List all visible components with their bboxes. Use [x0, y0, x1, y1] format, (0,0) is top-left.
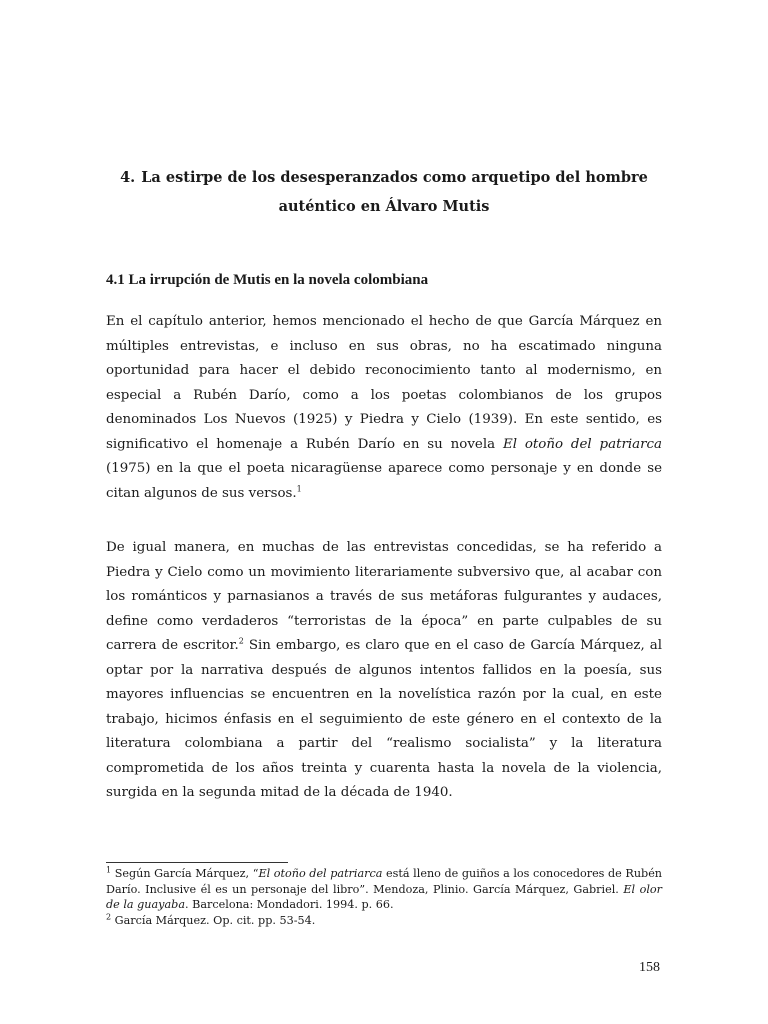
- footnote-2-marker: 2: [106, 912, 112, 922]
- chapter-title: [100, 163, 668, 221]
- chapter-title-text-1: La estirpe de los desesperanzados como arquetipo del hombre: [141, 169, 648, 186]
- footnote-1-book-title: El otoño del patriarca: [258, 867, 383, 880]
- body-paragraph-1: [106, 310, 662, 506]
- footnote-1-text-b: está lleno de guiños a los conocedores de Rubén Darío. Inclusive él es un personaje del libro”. Mendoza, Plinio. García Márquez, Gabriel.: [106, 867, 663, 896]
- paragraph-1-book-title: El otoño del patriarca: [502, 436, 662, 452]
- body-paragraph-2: [106, 536, 662, 806]
- chapter-number: 4.: [120, 169, 136, 186]
- footnote-separator: [106, 862, 288, 863]
- footnote-1: [106, 866, 662, 913]
- footnote-2: [106, 913, 662, 929]
- footnote-1-cited-work: El olor de la guayaba: [106, 882, 663, 912]
- paragraph-2-text-b: Sin embargo, es claro que en el caso de García Márquez, al optar por la narrativa después de algunos intentos fallidos en la poesía, sus mayores influencias se encuentren en la novelística razón por la cual, en este trabajo, hicimos énfasis en el seguimiento de este género en el contexto de la literatura colombiana a partir del “realismo socialista” y la literatura comprometida de los años treinta y cuarenta hasta la novela de la violencia, surgida en la segunda mitad de la década de 1940.: [106, 638, 662, 800]
- page-number: 158: [639, 960, 660, 975]
- footnote-1-text-a: Según García Márquez, “: [111, 867, 259, 880]
- paragraph-1-text-a: En el capítulo anterior, hemos mencionado el hecho de que García Márquez en múltiples entrevistas, e incluso en sus obras, no ha escatimado ninguna oportunidad para hacer el debido reconocimiento tanto al modernismo, en especial a Rubén Darío, como a los poetas colombianos de los grupos denominados Los Nuevos (1925) y Piedra y Cielo (1939). En este sentido, es significativo el homenaje a Rubén Darío en su novela: [106, 314, 662, 452]
- paragraph-2-text-a: De igual manera, en muchas de las entrevistas concedidas, se ha referido a Piedra y Cielo como un movimiento literariamente subversivo que, al acabar con los románticos y parnasianos a través de sus metáforas fulgurantes y audaces, define como verdaderos “terroristas de la época” en parte culpables de su carrera de escritor.: [106, 540, 662, 653]
- footnote-reference-1[interactable]: 1: [296, 484, 302, 494]
- footnote-2-text: García Márquez. Op. cit. pp. 53-54.: [111, 913, 316, 927]
- chapter-title-line-1: [100, 163, 668, 192]
- section-heading: 4.1 La irrupción de Mutis en la novela colombiana: [106, 272, 429, 288]
- footnote-1-marker: 1: [106, 865, 112, 875]
- chapter-title-line-2: auténtico en Álvaro Mutis: [278, 198, 490, 215]
- paragraph-1-text-b: (1975) en la que el poeta nicaragüense aparece como personaje y en donde se citan algunos de sus versos.: [106, 461, 662, 501]
- footnotes: [106, 866, 662, 928]
- footnote-reference-2[interactable]: 2: [238, 636, 244, 646]
- footnote-1-text-c: . Barcelona: Mondadori. 1994. p. 66.: [185, 898, 394, 912]
